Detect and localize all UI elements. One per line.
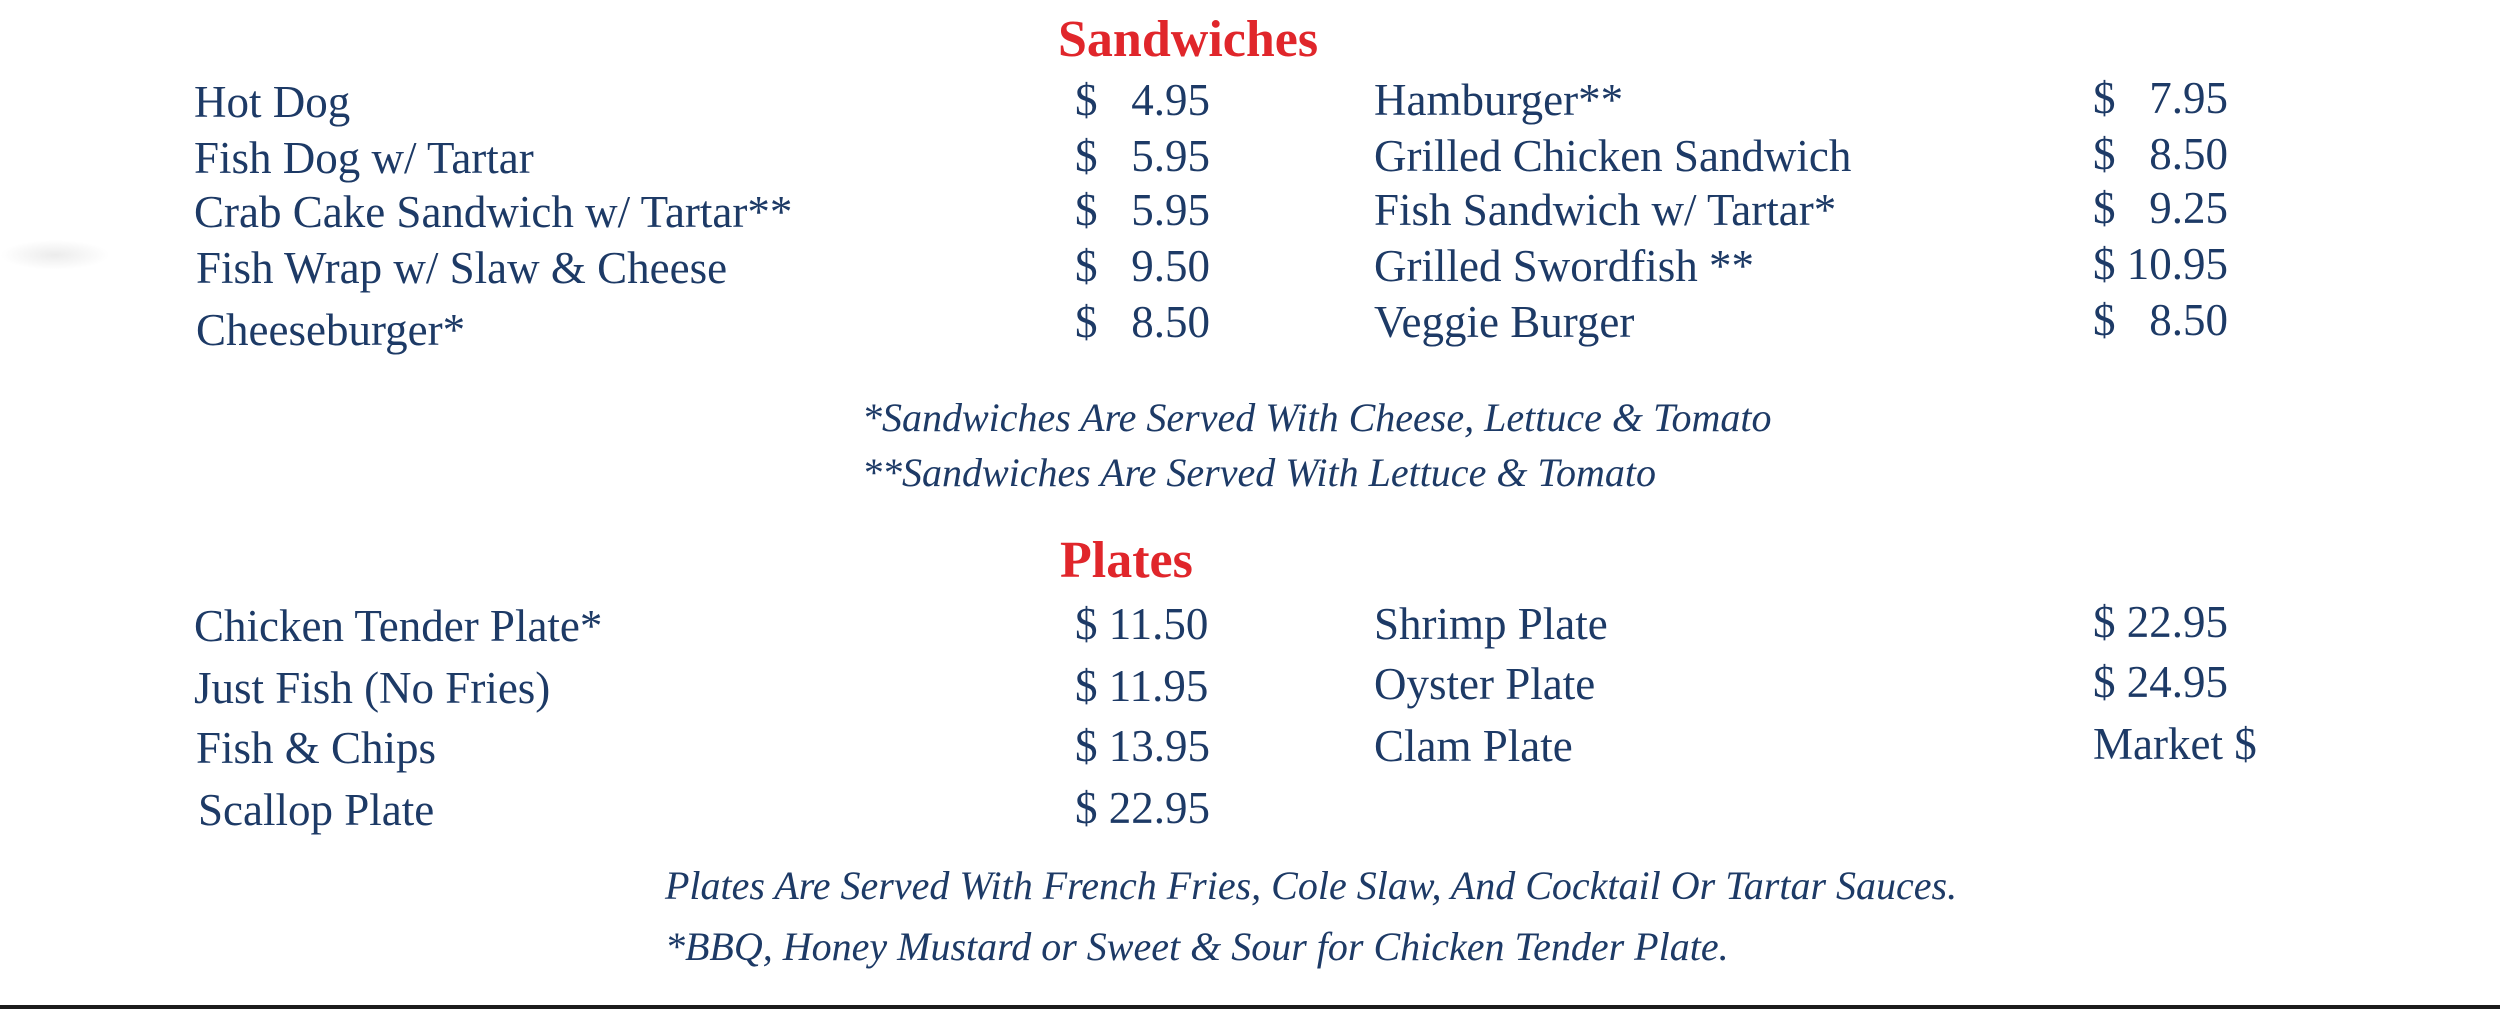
menu-item-name: Grilled Swordfish ** — [1374, 241, 1754, 291]
menu-item-name: Crab Cake Sandwich w/ Tartar** — [194, 187, 793, 237]
menu-item-price: $ 10.95 — [2093, 239, 2228, 289]
menu-item-name: Fish & Chips — [196, 723, 437, 773]
menu-item-price: $ 22.95 — [1075, 783, 1210, 833]
sandwiches-note: **Sandwiches Are Served With Lettuce & Tomato — [862, 450, 1657, 495]
menu-item-price: Market $ — [2093, 719, 2257, 769]
menu-item-price: $ 7.95 — [2093, 73, 2228, 123]
menu-item-name: Hamburger** — [1374, 75, 1624, 125]
menu-item-price: $ 8.50 — [2093, 129, 2228, 179]
menu-item-name: Fish Sandwich w/ Tartar* — [1374, 185, 1837, 235]
menu-item-name: Scallop Plate — [198, 785, 435, 835]
sandwiches-note: *Sandwiches Are Served With Cheese, Lettuce & Tomato — [862, 395, 1772, 440]
menu-item-price: $ 8.50 — [1075, 297, 1210, 347]
menu-item-name: Just Fish (No Fries) — [194, 663, 551, 713]
menu-item-price: $ 4.95 — [1075, 75, 1210, 125]
menu-item-name: Chicken Tender Plate* — [194, 601, 603, 651]
menu-item-name: Grilled Chicken Sandwich — [1374, 131, 1852, 181]
menu-item-price: $ 8.50 — [2093, 295, 2228, 345]
menu-item-name: Oyster Plate — [1374, 659, 1596, 709]
menu-item-price: $ 9.50 — [1075, 241, 1210, 291]
menu-item-price: $ 11.50 — [1075, 599, 1209, 649]
menu-item-name: Fish Wrap w/ Slaw & Cheese — [196, 243, 728, 293]
menu-item-name: Cheeseburger* — [196, 305, 466, 355]
menu-item-name: Veggie Burger — [1374, 297, 1635, 347]
menu-item-name: Clam Plate — [1374, 721, 1573, 771]
sandwiches-heading: Sandwiches — [1058, 11, 1319, 68]
menu-item-name: Hot Dog — [194, 77, 351, 127]
menu-item-price: $ 13.95 — [1075, 721, 1210, 771]
menu-item-price: $ 5.95 — [1075, 131, 1210, 181]
menu-item-name: Fish Dog w/ Tartar — [194, 133, 534, 183]
plates-heading: Plates — [1060, 532, 1193, 589]
plates-note: *BBQ, Honey Mustard or Sweet & Sour for Chicken Tender Plate. — [665, 924, 1729, 969]
menu-item-price: $ 11.95 — [1075, 661, 1209, 711]
menu-item-price: $ 9.25 — [2093, 183, 2228, 233]
bottom-border — [0, 1005, 2500, 1009]
plates-note: Plates Are Served With French Fries, Cole Slaw, And Cocktail Or Tartar Sauces. — [665, 863, 1958, 908]
scan-smudge — [0, 240, 110, 270]
menu-item-price: $ 22.95 — [2093, 597, 2228, 647]
menu-item-name: Shrimp Plate — [1374, 599, 1608, 649]
menu-item-price: $ 24.95 — [2093, 657, 2228, 707]
menu-item-price: $ 5.95 — [1075, 185, 1210, 235]
